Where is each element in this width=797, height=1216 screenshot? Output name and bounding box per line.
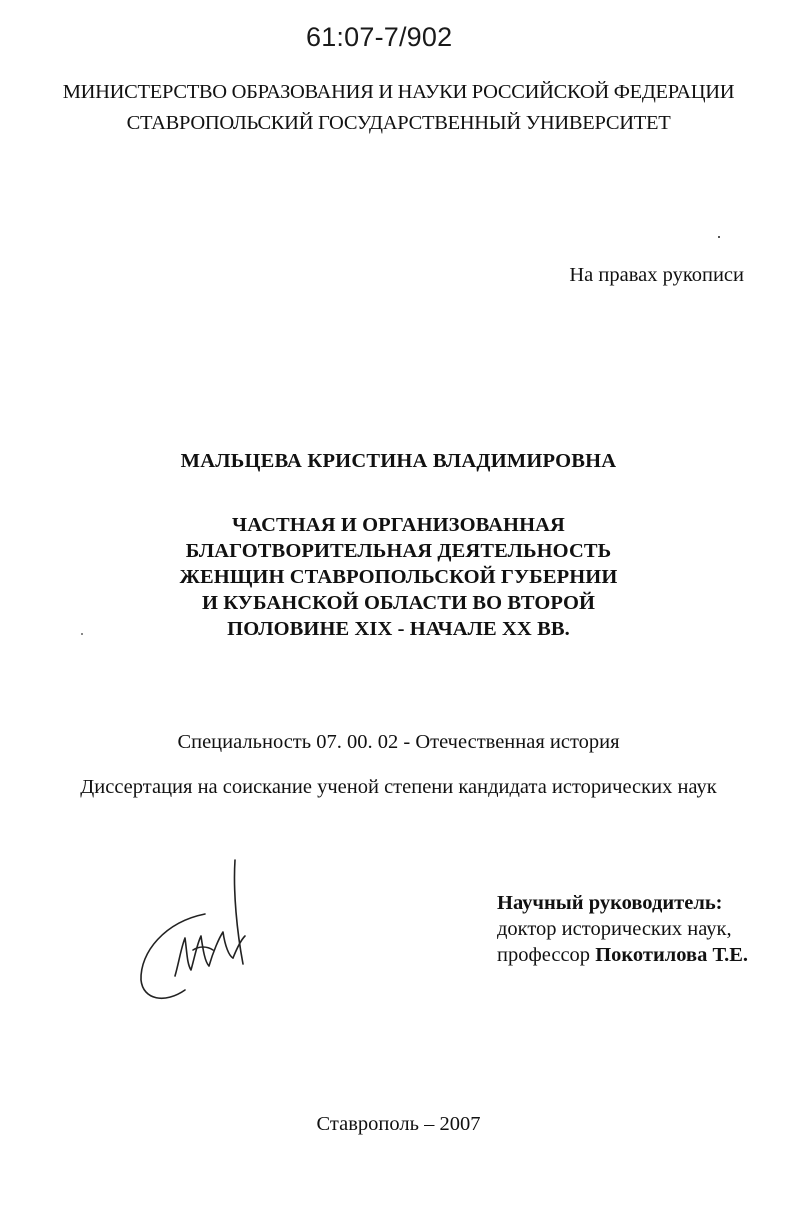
dissertation-title: [0, 512, 797, 642]
advisor-degree: доктор исторических наук,: [497, 918, 732, 940]
scan-speck: [718, 236, 720, 238]
title-line: ПОЛОВИНЕ XIX - НАЧАЛЕ XX ВВ.: [227, 618, 570, 640]
signature-image: [135, 852, 265, 1012]
title-line: ЧАСТНАЯ И ОРГАНИЗОВАННАЯ: [232, 514, 565, 536]
title-line: БЛАГОТВОРИТЕЛЬНАЯ ДЕЯТЕЛЬНОСТЬ: [185, 540, 612, 562]
advisor-label: Научный руководитель:: [497, 892, 723, 914]
advisor-position: профессор: [497, 944, 591, 966]
advisor-block: [497, 890, 748, 968]
title-line: И КУБАНСКОЙ ОБЛАСТИ ВО ВТОРОЙ: [201, 592, 596, 614]
degree-statement: Диссертация на соискание ученой степени кандидата исторических наук: [80, 776, 717, 798]
manuscript-rights: На правах рукописи: [569, 264, 744, 286]
catalog-number: 61:07-7/902: [306, 22, 453, 52]
author-name: МАЛЬЦЕВА КРИСТИНА ВЛАДИМИРОВНА: [180, 450, 617, 472]
advisor-position-line: [497, 942, 748, 968]
university-name: СТАВРОПОЛЬСКИЙ ГОСУДАРСТВЕННЫЙ УНИВЕРСИТЕТ: [126, 112, 671, 134]
advisor-name: Покотилова Т.Е.: [595, 944, 749, 966]
specialty: Специальность 07. 00. 02 - Отечественная история: [177, 731, 620, 753]
title-line: ЖЕНЩИН СТАВРОПОЛЬСКОЙ ГУБЕРНИИ: [179, 566, 618, 588]
ministry-name: МИНИСТЕРСТВО ОБРАЗОВАНИЯ И НАУКИ РОССИЙСКОЙ ФЕДЕРАЦИИ: [62, 81, 735, 103]
city-year: Ставрополь – 2007: [316, 1113, 481, 1135]
